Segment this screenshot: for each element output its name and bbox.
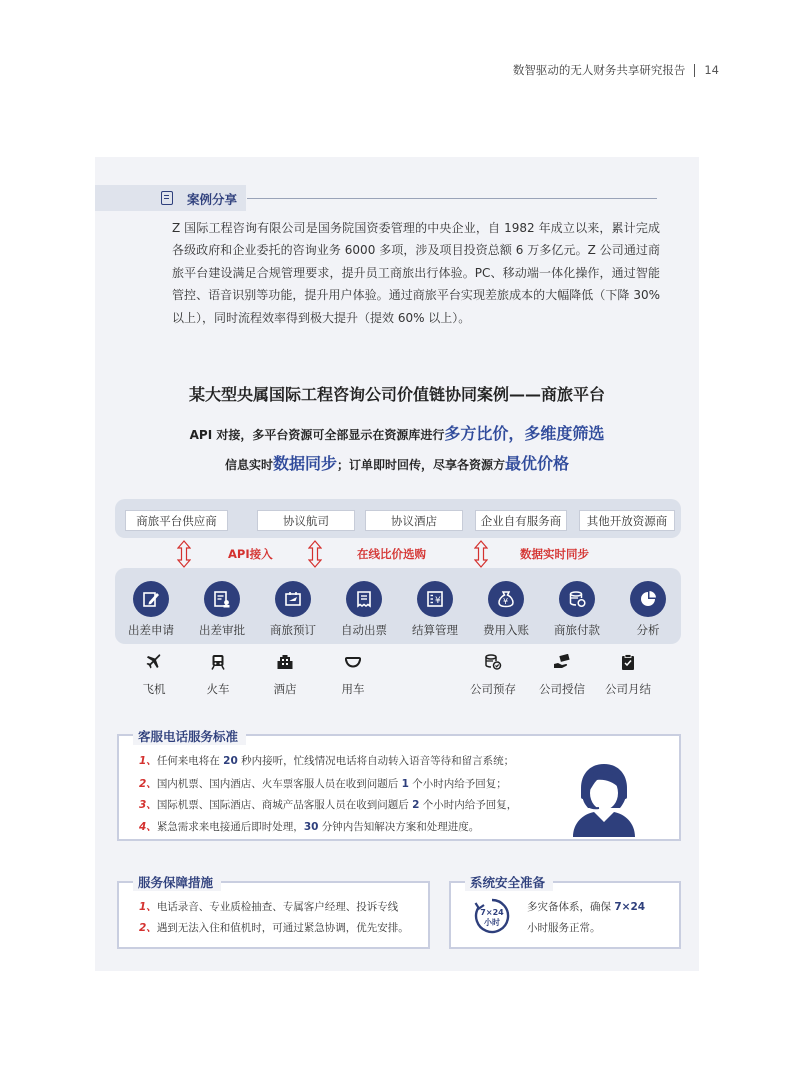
- svg-text:¥: ¥: [435, 596, 441, 606]
- double-arrow-icon: [474, 540, 488, 568]
- function-ticketing: [329, 581, 399, 638]
- subtitle-2-highlight-a: 数据同步: [272, 454, 337, 473]
- sub-item-label: 公司预存: [470, 682, 516, 696]
- item-text: 秒内接听，忙线情况电话将自动转入语音等待和留言系统；: [237, 755, 515, 767]
- case-panel: [95, 157, 699, 971]
- function-label: 商旅付款: [554, 623, 600, 637]
- function-label: 费用入账: [483, 623, 529, 637]
- svg-text:¥: ¥: [503, 597, 509, 606]
- item-text: 国内机票、国内酒店、火车票客服人员在收到问题后: [156, 778, 402, 790]
- edit-icon: [133, 581, 169, 617]
- sub-item-prepay: [463, 653, 523, 697]
- item-text: 电话录音、专业质检抽查、专属客户经理、投诉专线: [156, 901, 399, 913]
- item-number: 2、: [139, 922, 157, 934]
- train-icon: [188, 653, 248, 671]
- diagram-subtitle-2: [95, 451, 699, 474]
- function-label: 结算管理: [412, 623, 458, 637]
- sub-item-label: 公司授信: [539, 682, 585, 696]
- settlement-icon: [417, 581, 453, 617]
- connector-label-compare: 在线比价选购: [357, 547, 426, 561]
- subtitle-1-text: API 对接，多平台资源可全部显示在资源库进行: [189, 428, 445, 442]
- item-text: 紧急需求来电接通后即时处理，: [156, 821, 304, 833]
- car-icon: [323, 653, 383, 671]
- security-emphasis: 7×24: [614, 901, 646, 913]
- header-divider: [694, 64, 695, 77]
- sub-item-car: [323, 653, 383, 697]
- double-arrow-icon: [177, 540, 191, 568]
- clock-bottom-text: 小时: [484, 918, 500, 927]
- item-text: 个小时内给予回复；: [408, 778, 507, 790]
- function-analysis: [613, 581, 683, 638]
- money-bag-icon: [488, 581, 524, 617]
- page-number: 14: [704, 63, 719, 77]
- clock-24-icon: [473, 897, 511, 935]
- subtitle-2-highlight-b: 最优价格: [505, 454, 570, 473]
- double-arrow-icon: [308, 540, 322, 568]
- item-emphasis: 20: [223, 755, 238, 767]
- clock-top-text: 7×24: [480, 908, 504, 917]
- hotel-icon: [255, 653, 315, 671]
- guarantee-title: 服务保障措施: [133, 873, 221, 891]
- guarantee-item: [139, 899, 398, 914]
- guarantee-box: [117, 881, 430, 949]
- function-label: 出差审批: [199, 623, 245, 637]
- item-text: 任何来电将在: [156, 755, 224, 767]
- airplane-icon: [124, 653, 184, 671]
- sub-item-credit: [532, 653, 592, 697]
- function-expense-entry: [471, 581, 541, 638]
- sub-item-label: 飞机: [142, 682, 166, 696]
- connector-label-api: API接入: [228, 547, 273, 561]
- diagram-title: 某大型央属国际工程咨询公司价值链协同案例——商旅平台: [188, 385, 605, 404]
- sub-item-monthly: [598, 653, 658, 697]
- supplier-box: 协议酒店: [365, 510, 463, 531]
- sub-item-label: 酒店: [273, 682, 297, 696]
- sub-item-label: 火车: [206, 682, 230, 696]
- item-text: 国际机票、国际酒店、商城产品客服人员在收到问题后: [156, 799, 413, 811]
- function-payment: [542, 581, 612, 638]
- supplier-box: 协议航司: [257, 510, 355, 531]
- clipboard-check-icon: [598, 653, 658, 671]
- receipt-icon: [346, 581, 382, 617]
- function-label: 出差申请: [128, 623, 174, 637]
- security-line-2: 小时服务正常。: [527, 922, 601, 934]
- approval-icon: [204, 581, 240, 617]
- supplier-box: 企业自有服务商: [475, 510, 567, 531]
- function-travel-approval: [187, 581, 257, 638]
- supplier-box: 商旅平台供应商: [125, 510, 228, 531]
- sub-item-label: 公司月结: [605, 682, 651, 696]
- hand-money-icon: [532, 653, 592, 671]
- service-standard-title: 客服电话服务标准: [133, 727, 246, 745]
- security-text: 多灾备体系，确保: [527, 901, 615, 913]
- sub-item-flight: [124, 653, 184, 697]
- service-standard-item: [139, 797, 517, 812]
- item-text: 分钟内告知解决方案和处理进度。: [318, 821, 480, 833]
- sub-item-hotel: [255, 653, 315, 697]
- function-label: 商旅预订: [270, 623, 316, 637]
- function-booking: [258, 581, 328, 638]
- case-divider: [247, 198, 657, 199]
- item-emphasis: 30: [303, 821, 319, 833]
- item-emphasis: 2: [412, 799, 420, 811]
- page-header: [513, 62, 719, 78]
- subtitle-2-text-a: 信息实时: [224, 458, 273, 472]
- function-settlement: [400, 581, 470, 638]
- pie-chart-icon: [630, 581, 666, 617]
- item-number: 2、: [139, 778, 157, 790]
- service-standard-item: [139, 819, 479, 834]
- item-number: 3、: [139, 799, 157, 811]
- plane-ticket-icon: [275, 581, 311, 617]
- function-label: 自动出票: [341, 623, 387, 637]
- item-number: 4、: [139, 821, 157, 833]
- guarantee-item: [139, 920, 409, 935]
- deposit-coins-icon: [463, 653, 523, 671]
- case-title: 案例分享: [187, 192, 238, 207]
- customer-service-agent-icon: [567, 760, 641, 837]
- report-title: 数智驱动的无人财务共享研究报告: [512, 63, 686, 77]
- supplier-box: 其他开放资源商: [579, 510, 675, 531]
- sub-item-train: [188, 653, 248, 697]
- case-text: Z 国际工程咨询有限公司是国务院国资委管理的中央企业，自 1982 年成立以来，累计完成各级政府和企业委托的咨询业务 6000 多项，涉及项目投资总额 6 万多亿元。Z 公司通过商旅平台建设满足合规管理要求，提升员工商旅出行体验。PC、移动端一体化操作，通过智能管控、语音识别等功能，提升用户体验。通过商旅平台实现差旅成本的大幅降低（下降 30% 以上），同时流程效率得到极大提升（提效 60% 以上）。: [172, 221, 660, 325]
- item-text: 个小时内给予回复，: [419, 799, 518, 811]
- document-icon: [161, 191, 173, 205]
- function-label: 分析: [636, 623, 660, 637]
- service-standard-item: [139, 753, 514, 768]
- item-emphasis: 1: [401, 778, 409, 790]
- security-title: 系统安全准备: [465, 873, 553, 891]
- diagram-subtitle-1: [95, 421, 699, 444]
- subtitle-2-text-b: ；订单即时回传，尽享各资源方: [337, 458, 506, 472]
- item-text: 遇到无法入住和值机时，可通过紧急协调，优先安排。: [156, 922, 409, 934]
- item-number: 1、: [139, 755, 157, 767]
- subtitle-1-highlight: 多方比价，多维度筛选: [444, 424, 605, 443]
- item-number: 1、: [139, 901, 157, 913]
- function-travel-request: [116, 581, 186, 638]
- coins-icon: [559, 581, 595, 617]
- sub-item-label: 用车: [341, 682, 365, 696]
- connector-label-sync: 数据实时同步: [520, 547, 589, 561]
- service-standard-item: [139, 776, 507, 791]
- security-line-1: [527, 899, 645, 914]
